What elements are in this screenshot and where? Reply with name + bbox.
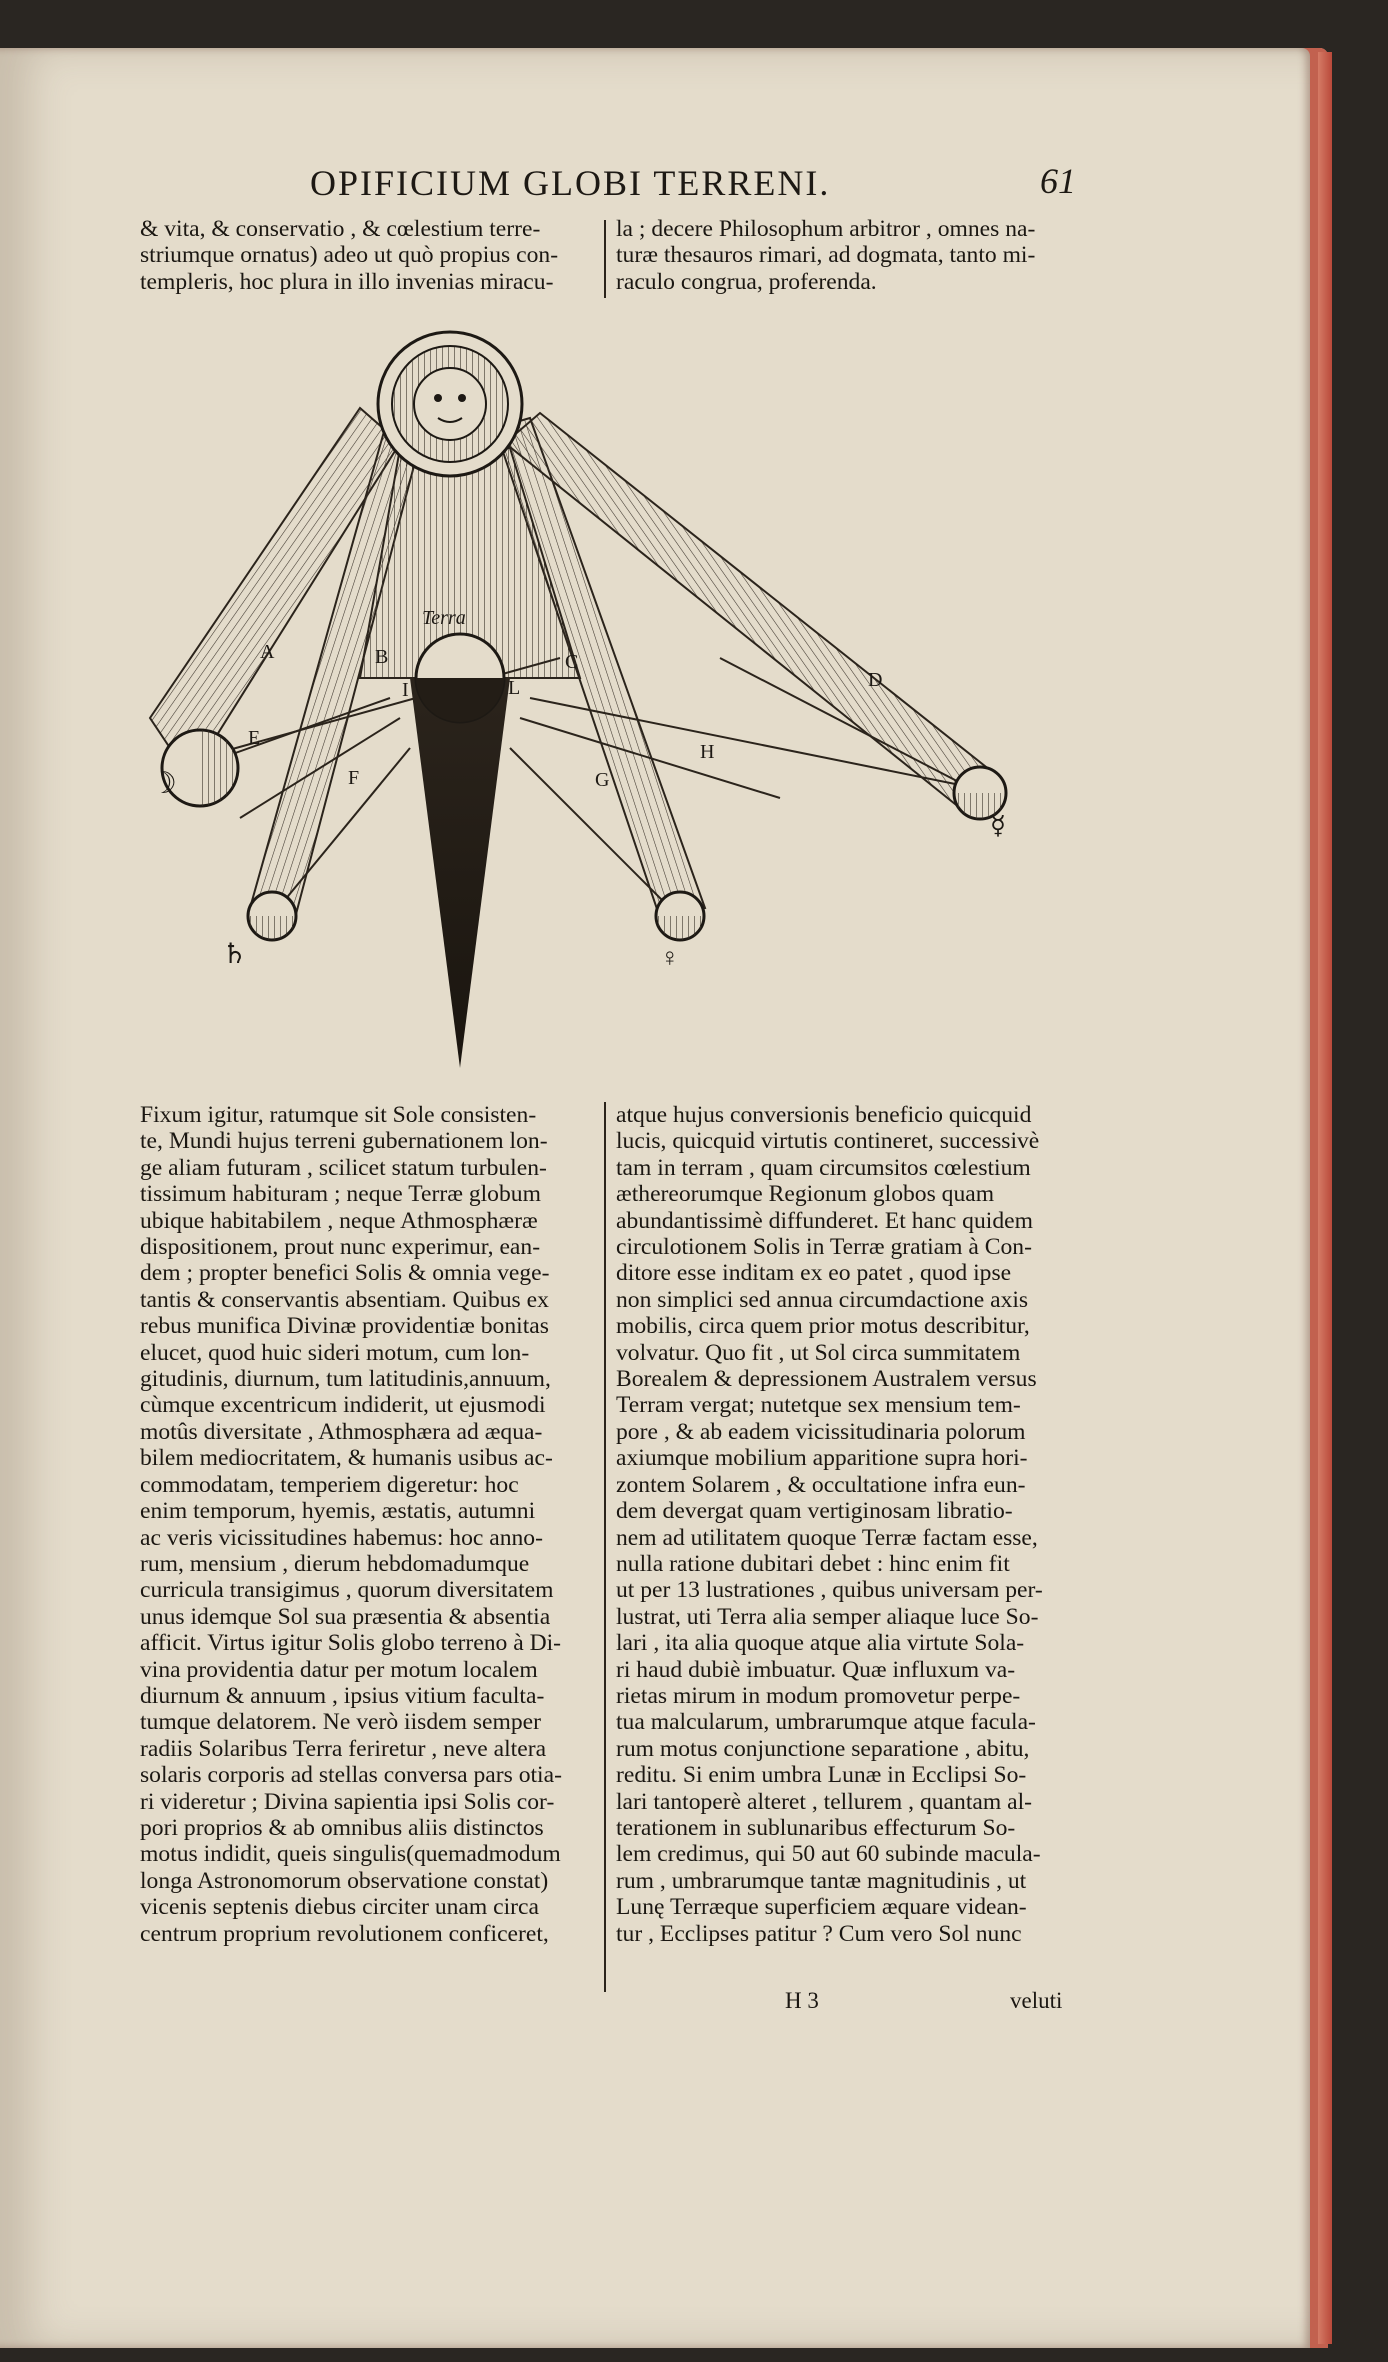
column-rule-bottom: [604, 1102, 606, 1992]
label-i: I: [402, 679, 409, 701]
text-line: ri videretur ; Divina sapientia ipsi Solis cor-: [140, 1788, 555, 1815]
text-line: pori proprios & ab omnibus aliis distinctos: [140, 1814, 544, 1841]
earth-globe: [416, 634, 504, 722]
running-header: [310, 162, 1100, 212]
text-line: raculo congrua, proferenda.: [616, 268, 877, 295]
text-line: lem credimus, qui 50 aut 60 subinde macula-: [616, 1841, 1041, 1868]
text-line: nem ad utilitatem quoque Terræ factam esse,: [616, 1524, 1038, 1551]
label-f: F: [348, 767, 360, 789]
label-l: L: [508, 677, 521, 699]
text-line: circulotionem Solis in Terræ gratiam à Con-: [616, 1234, 1032, 1261]
text-line: gitudinis, diurnum, tum latitudinis,annuum,: [140, 1366, 551, 1393]
text-line: vina providentia datur per motum localem: [140, 1656, 538, 1683]
text-line: pore , & ab eadem vicissitudinaria polorum: [616, 1418, 1026, 1445]
text-line: longa Astronomorum observatione constat): [140, 1867, 549, 1894]
text-line: volvatur. Quo fit , ut Sol circa summitatem: [616, 1339, 1021, 1366]
venus-planet: [656, 892, 704, 940]
text-line: nulla ratione dubitari debet : hinc enim fit: [616, 1550, 1010, 1577]
text-line: templeris, hoc plura in illo invenias miracu-: [140, 268, 554, 295]
label-g: G: [595, 769, 610, 791]
text-line: tua malcularum, umbrarumque atque facula-: [616, 1709, 1036, 1736]
moon-symbol-icon: ☽: [150, 767, 177, 800]
label-a: A: [260, 641, 275, 663]
label-e: E: [248, 727, 261, 749]
label-c: C: [565, 651, 579, 673]
text-line: lari tantoperè alteret , tellurem , quantam al-: [616, 1788, 1032, 1815]
text-line: curricula transigimus , quorum diversitatem: [140, 1577, 554, 1604]
text-line: solaris corporis ad stellas conversa pars otia-: [140, 1762, 562, 1789]
bottom-left-column: [140, 1102, 592, 1947]
text-line: bilem mediocritatem, & humanis usibus ac-: [140, 1445, 553, 1472]
label-b: B: [375, 646, 389, 668]
text-line: elucet, quod huic sideri motum, cum lon-: [140, 1339, 530, 1366]
column-rule-top: [604, 220, 606, 298]
text-line: afficit. Virtus igitur Solis globo terreno à Di-: [140, 1630, 562, 1657]
text-line: motûs diversitate , Athmosphæra ad æqua-: [140, 1418, 543, 1445]
text-line: non simplici sed annua circumdactione axis: [616, 1286, 1029, 1313]
text-line: radiis Solaribus Terra feriretur , neve altera: [140, 1735, 547, 1762]
text-line: te, Mundi hujus terreni gubernationem lon-: [140, 1128, 548, 1155]
text-line: rum , umbrarumque tantæ magnitudinis , ut: [616, 1867, 1027, 1894]
text-line: lucis, quicquid virtutis contineret, successivè: [616, 1128, 1040, 1155]
text-line: dem devergat quam vertiginosam libratio-: [616, 1498, 1013, 1525]
earth-shadow-cone: [410, 678, 510, 1068]
text-line: Fixum igitur, ratumque sit Sole consisten-: [140, 1102, 537, 1128]
saturn-planet: [248, 892, 296, 940]
catchword: veluti: [1010, 1988, 1063, 2013]
sun-rays-woodcut: [150, 318, 1040, 1078]
text-line: tur , Ecclipses patitur ? Cum vero Sol nunc: [616, 1920, 1022, 1947]
text-line: tumque delatorem. Ne verò iisdem semper: [140, 1709, 541, 1736]
text-line: tissimum habituram ; neque Terræ globum: [140, 1181, 541, 1208]
text-line: mobilis, circa quem prior motus describitur,: [616, 1313, 1030, 1340]
text-line: lari , ita alia quoque atque alia virtute Sola-: [616, 1630, 1025, 1657]
text-line: Lunę Terræque superficiem æquare videan-: [616, 1894, 1027, 1921]
text-line: æthereorumque Regionum globos quam: [616, 1181, 995, 1208]
text-line: atque hujus conversionis beneficio quicquid: [616, 1102, 1032, 1128]
text-line: unus idemque Sol sua præsentia & absentia: [140, 1603, 551, 1630]
text-line: dispositionem, prout nunc experimur, ean-: [140, 1234, 541, 1261]
text-line: rebus munifica Divinæ providentiæ bonitas: [140, 1313, 549, 1340]
text-line: ri haud dubiè imbuatur. Quæ influxum va-: [616, 1656, 1016, 1683]
text-line: tam in terram , quam circumsitos cœlestium: [616, 1154, 1031, 1181]
page-title: OPIFICIUM GLOBI TERRENI.: [310, 163, 831, 203]
text-line: axiumque mobilium apparitione supra hori-: [616, 1445, 1028, 1472]
text-line: motus indidit, queis singulis(quemadmodum: [140, 1841, 561, 1868]
top-left-column: [140, 216, 592, 295]
page-red-edge: [1318, 52, 1332, 2344]
text-line: Terram vergat; nutetque sex mensium tem-: [616, 1392, 1021, 1419]
text-line: diurnum & annuum , ipsius vitium faculta-: [140, 1682, 545, 1709]
mercury-symbol-icon: ☿: [990, 811, 1006, 840]
text-line: striumque ornatus) adeo ut quò propius con-: [140, 242, 559, 269]
text-line: abundantissimè diffunderet. Et hanc quidem: [616, 1207, 1033, 1234]
text-line: dem ; propter benefici Solis & omnia vege-: [140, 1260, 550, 1287]
label-d: D: [868, 669, 883, 691]
text-line: terationem in sublunaribus effecturum So-: [616, 1814, 1016, 1841]
bottom-right-column: [616, 1102, 1086, 1947]
text-line: ubique habitabilem , neque Athmosphæræ: [140, 1207, 538, 1234]
text-line: Borealem & depressionem Australem versus: [616, 1366, 1037, 1393]
text-line: rum, mensium , dierum hebdomadumque: [140, 1550, 530, 1577]
text-line: lustrat, uti Terra alia semper aliaque luce So-: [616, 1603, 1039, 1630]
text-line: rum motus conjunctione separatione , abitu,: [616, 1735, 1030, 1762]
text-line: centrum proprium revolutionem conficeret,: [140, 1920, 549, 1947]
text-line: ac veris vicissitudines habemus: hoc anno-: [140, 1524, 543, 1551]
signature-mark: H 3: [785, 1988, 819, 2013]
text-line: commodatam, temperiem digeretur: hoc: [140, 1471, 519, 1498]
text-line: vicenis septenis diebus circiter unam circa: [140, 1894, 539, 1921]
label-h: H: [700, 741, 715, 763]
text-line: la ; decere Philosophum arbitror , omnes na-: [616, 216, 1036, 242]
text-line: ditore esse inditam ex eo patet , quod ipse: [616, 1260, 1012, 1287]
text-line: cùmque excentricum indiderit, ut ejusmodi: [140, 1392, 546, 1419]
venus-symbol-icon: ♀: [660, 943, 680, 972]
text-line: ut per 13 lustrationes , quibus universam per-: [616, 1577, 1043, 1604]
page-number: 61: [1040, 161, 1076, 201]
text-line: tantis & conservantis absentiam. Quibus ex: [140, 1286, 549, 1313]
text-line: enim temporum, hyemis, æstatis, autumni: [140, 1498, 536, 1525]
text-line: reditu. Si enim umbra Lunæ in Ecclipsi So-: [616, 1762, 1027, 1789]
text-line: & vita, & conservatio , & cœlestium terre-: [140, 216, 541, 242]
text-line: ge aliam futuram , scilicet statum turbulen-: [140, 1154, 547, 1181]
saturn-symbol-icon: ♄: [222, 939, 248, 970]
text-line: zontem Solarem , & occultatione infra eun-: [616, 1471, 1026, 1498]
sun-face-icon: [378, 332, 522, 476]
label-terra: Terra: [422, 607, 466, 629]
text-line: rietas mirum in modum promovetur perpe-: [616, 1682, 1021, 1709]
text-line: turæ thesauros rimari, ad dogmata, tanto mi-: [616, 242, 1036, 269]
top-right-column: [616, 216, 1086, 295]
